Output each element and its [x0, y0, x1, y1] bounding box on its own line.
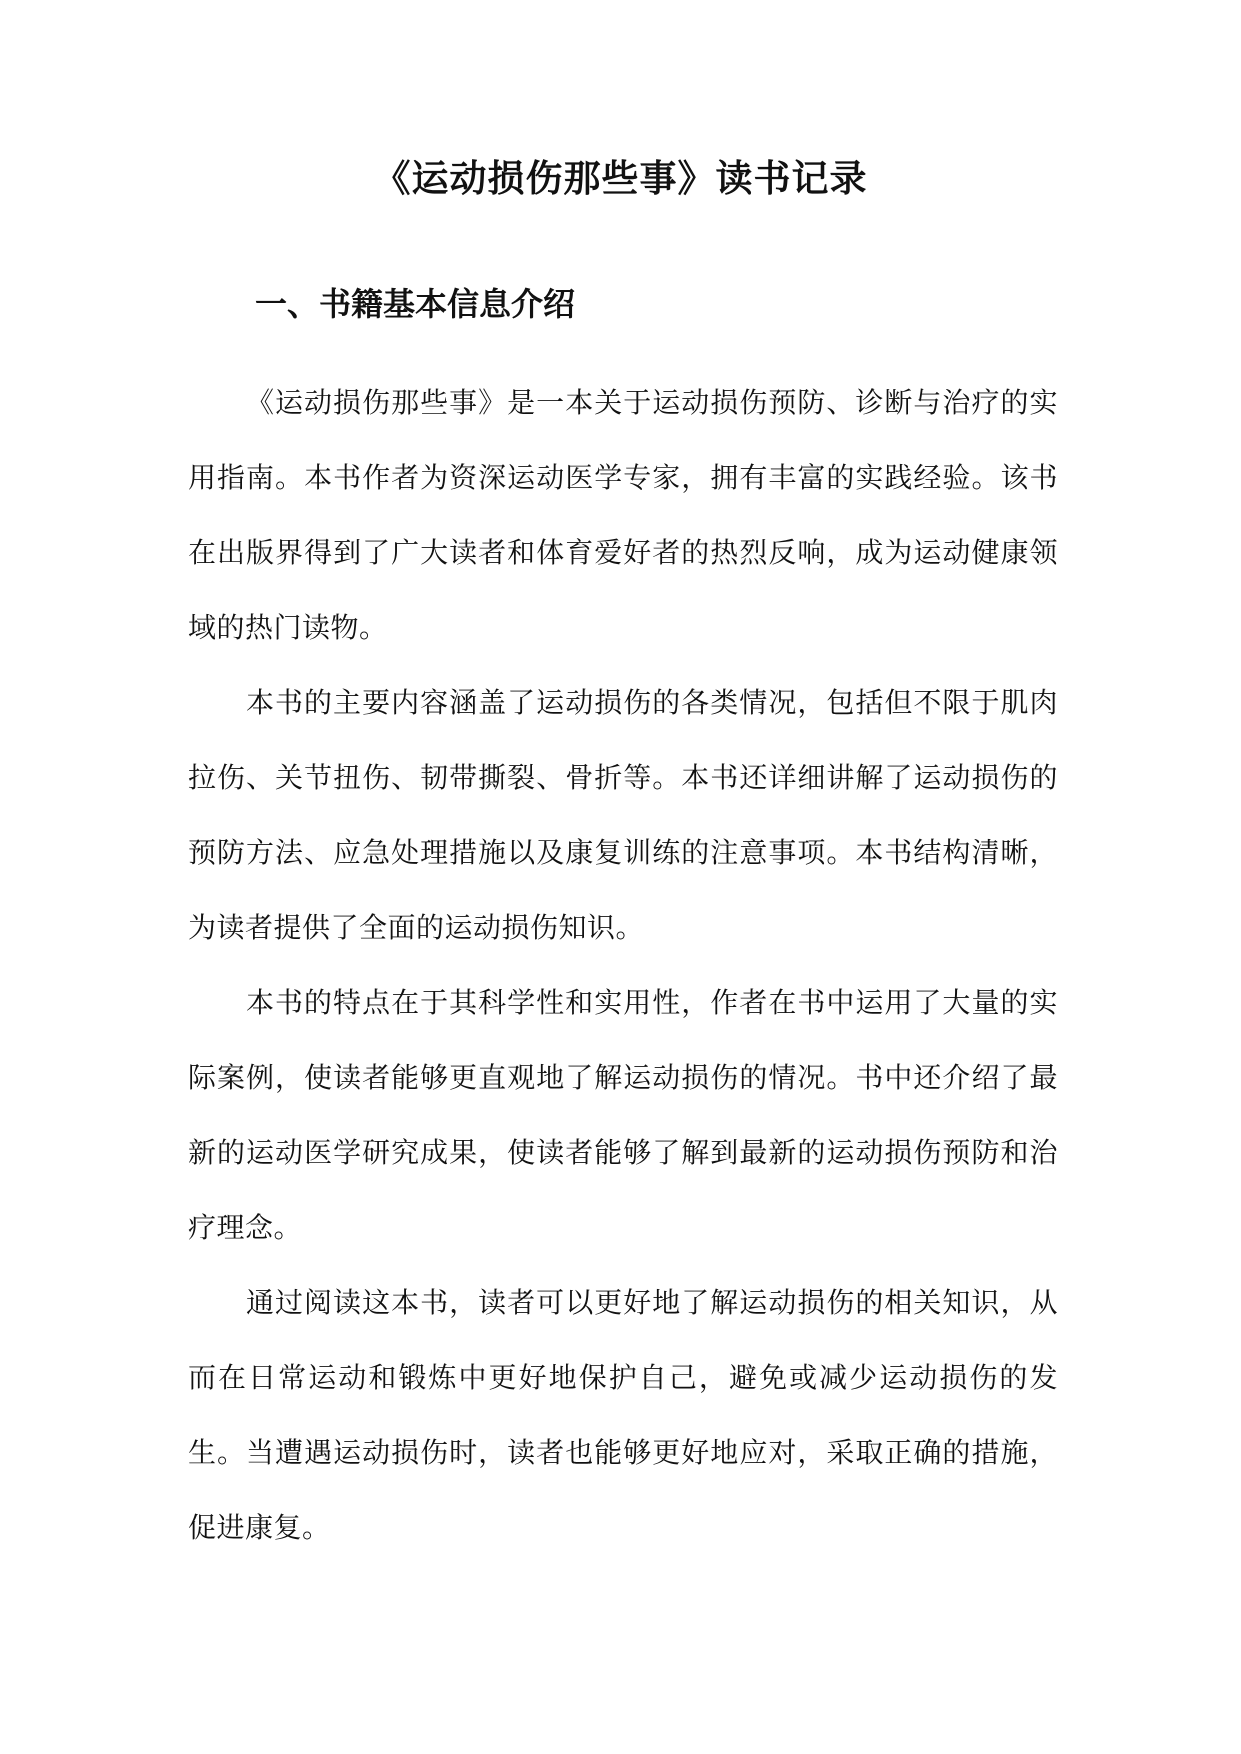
document-title: 《运动损伤那些事》读书记录: [373, 156, 868, 200]
paragraph: 本书的主要内容涵盖了运动损伤的各类情况，包括但不限于肌肉拉伤、关节扭伤、韧带撕裂、骨折等。本书还详细讲解了运动损伤的预防方法、应急处理措施以及康复训练的注意事项。本书结构清晰，为读者提供了全面的运动损伤知识。: [188, 686, 1058, 944]
paragraph: 通过阅读这本书，读者可以更好地了解运动损伤的相关知识，从而在日常运动和锻炼中更好地保护自己，避免或减少运动损伤的发生。当遭遇运动损伤时，读者也能够更好地应对，采取正确的措施，促进康复。: [188, 1286, 1058, 1544]
section-body: [188, 365, 1058, 1565]
section-heading: 一、书籍基本信息介绍: [255, 285, 576, 323]
paragraph: 本书的特点在于其科学性和实用性，作者在书中运用了大量的实际案例，使读者能够更直观地了解运动损伤的情况。书中还介绍了最新的运动医学研究成果，使读者能够了解到最新的运动损伤预防和治疗理念。: [188, 986, 1058, 1244]
paragraph: 《运动损伤那些事》是一本关于运动损伤预防、诊断与治疗的实用指南。本书作者为资深运动医学专家，拥有丰富的实践经验。该书在出版界得到了广大读者和体育爱好者的热烈反响，成为运动健康领域的热门读物。: [188, 386, 1058, 644]
